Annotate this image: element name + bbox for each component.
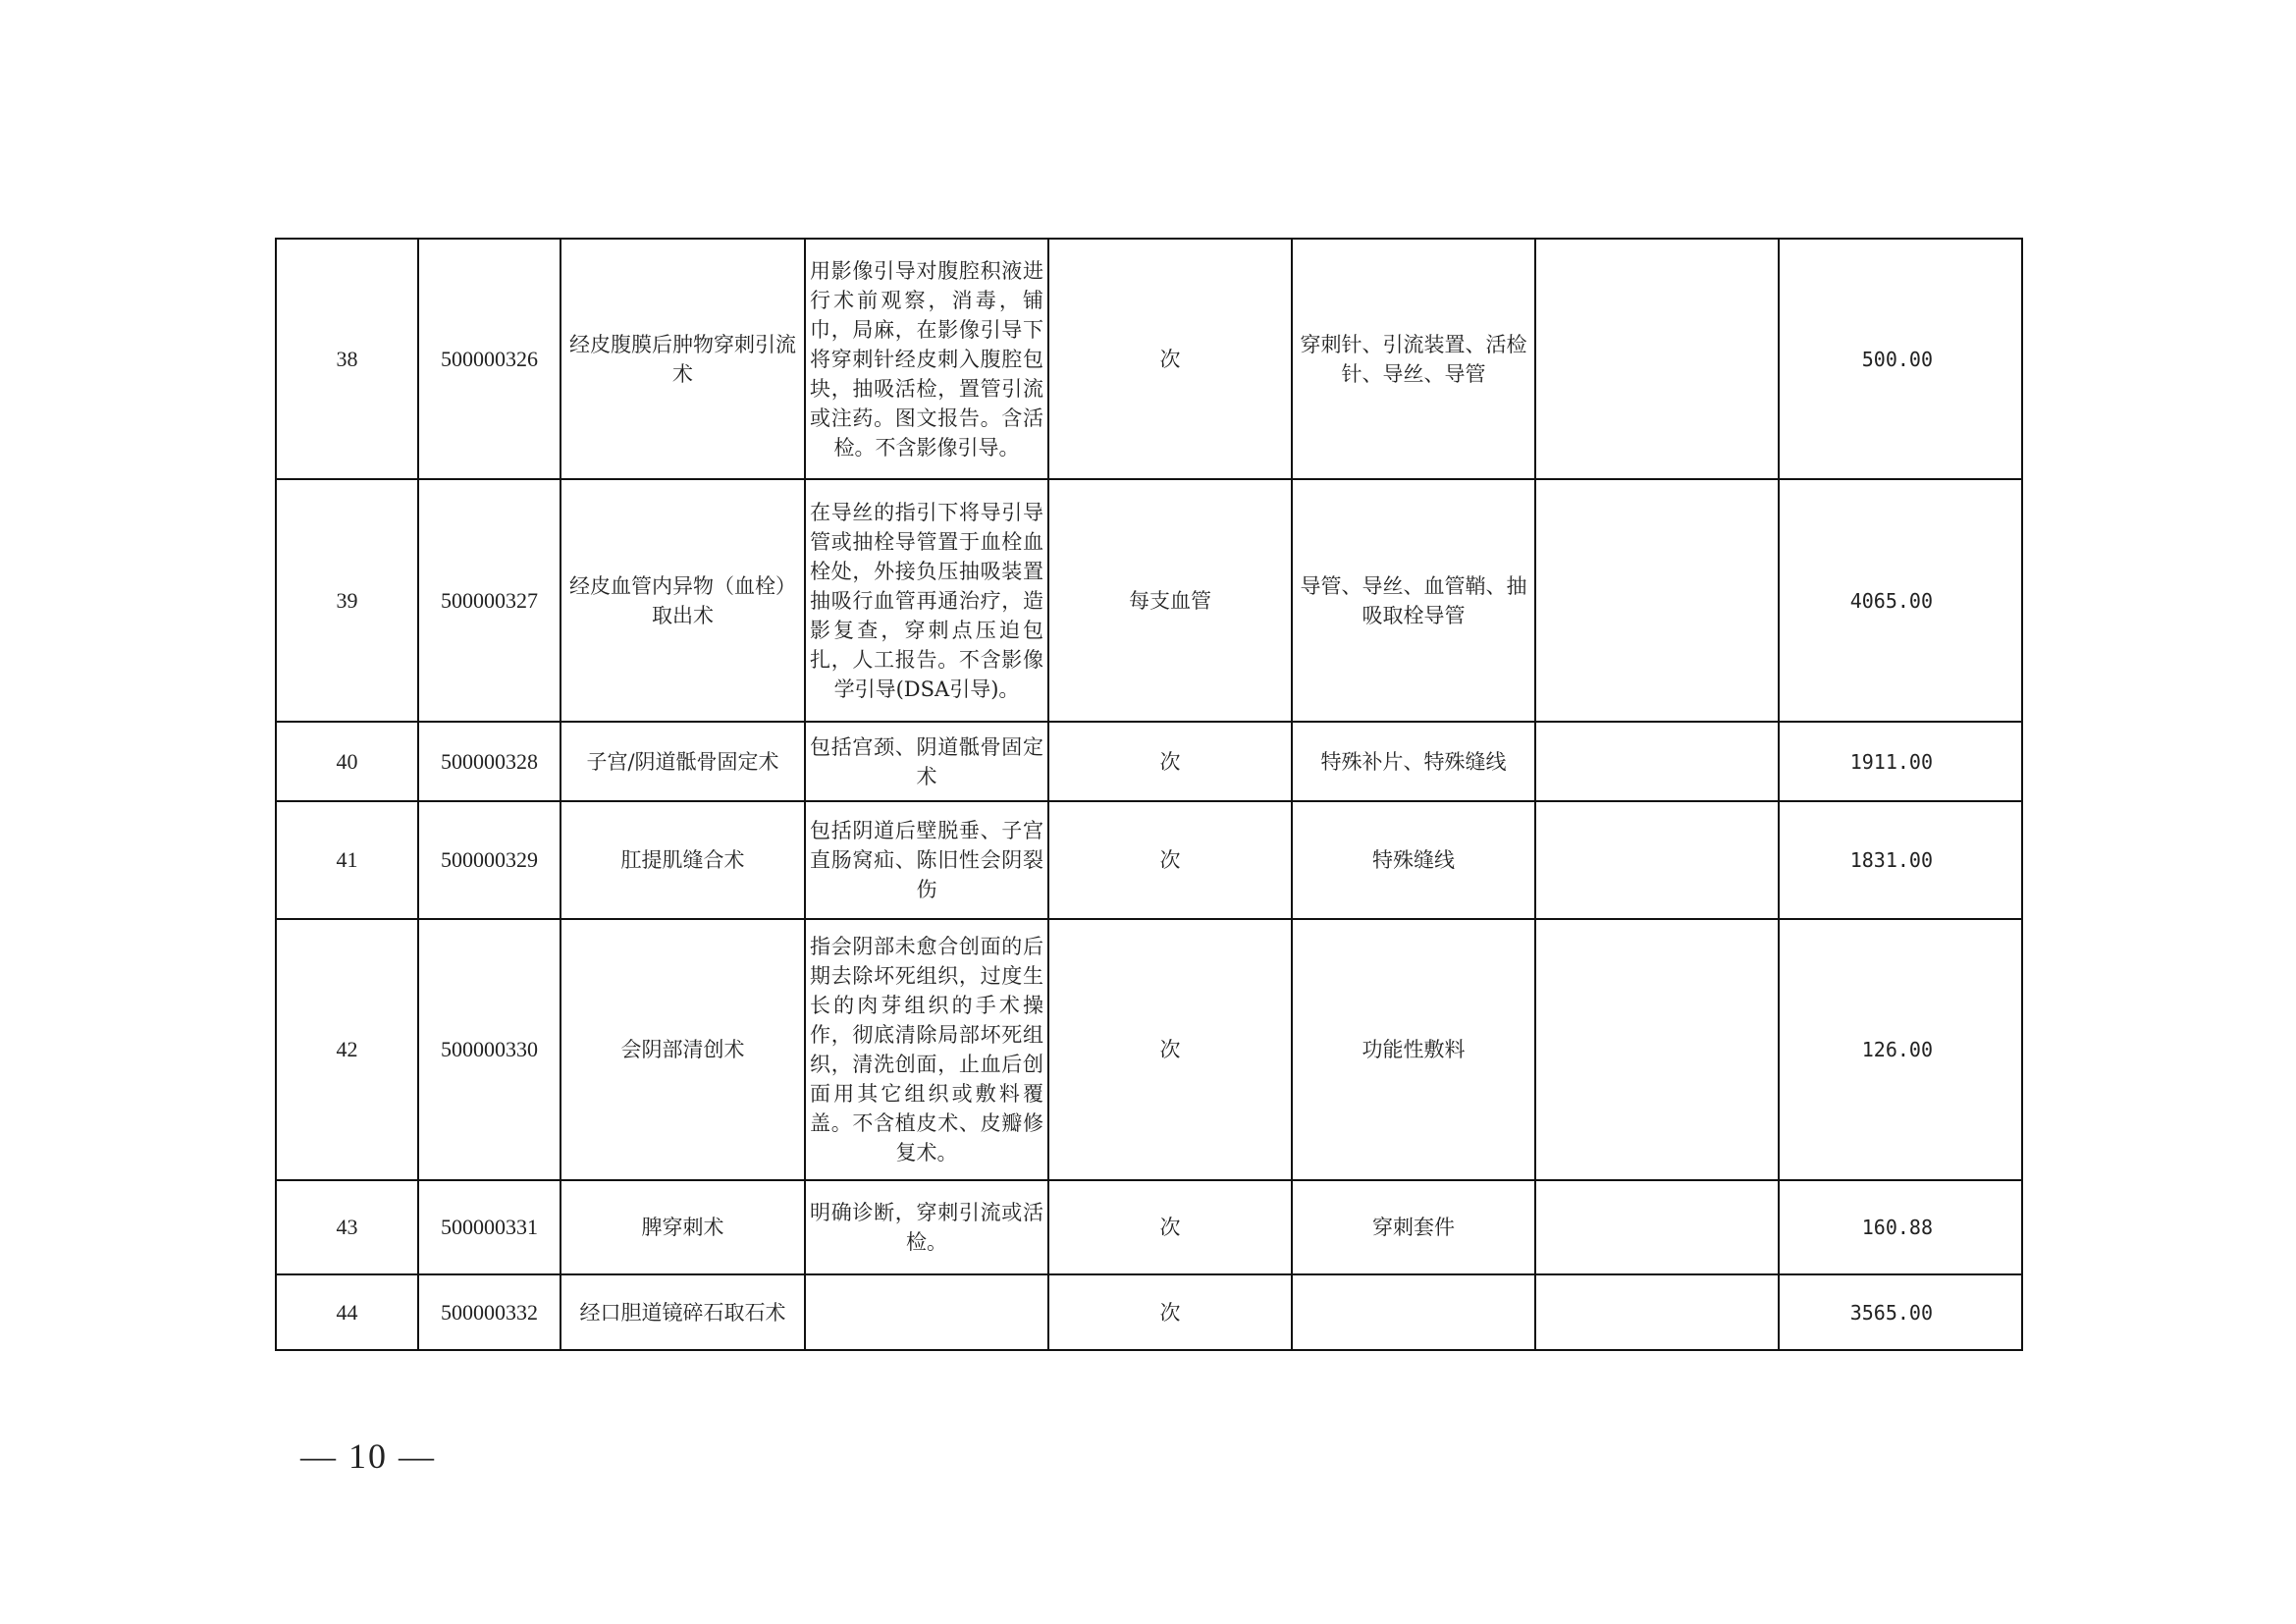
cell-description: 指会阴部未愈合创面的后期去除坏死组织，过度生长的肉芽组织的手术操作，彻底清除局部坏死组织，清洗创面，止血后创面用其它组织或敷料覆盖。不含植皮术、皮瓣修复术。 — [805, 919, 1048, 1180]
table-row — [276, 479, 2022, 722]
cell-price: 160.88 — [1779, 1180, 2022, 1274]
cell-index: 43 — [276, 1180, 418, 1274]
table-row — [276, 239, 2022, 479]
cell-notes — [1535, 239, 1779, 479]
cell-index: 40 — [276, 722, 418, 801]
cell-materials: 穿刺套件 — [1292, 1180, 1535, 1274]
cell-name: 脾穿刺术 — [561, 1180, 805, 1274]
cell-index: 38 — [276, 239, 418, 479]
pricing-table — [275, 238, 2023, 1351]
cell-price: 1831.00 — [1779, 801, 2022, 919]
cell-name: 肛提肌缝合术 — [561, 801, 805, 919]
cell-price: 500.00 — [1779, 239, 2022, 479]
cell-unit: 每支血管 — [1048, 479, 1292, 722]
cell-price: 1911.00 — [1779, 722, 2022, 801]
cell-materials: 特殊补片、特殊缝线 — [1292, 722, 1535, 801]
table-body — [276, 239, 2022, 1350]
cell-unit: 次 — [1048, 239, 1292, 479]
cell-notes — [1535, 801, 1779, 919]
table-row — [276, 919, 2022, 1180]
cell-notes — [1535, 1180, 1779, 1274]
cell-code: 500000331 — [418, 1180, 561, 1274]
cell-unit: 次 — [1048, 1274, 1292, 1350]
cell-unit: 次 — [1048, 722, 1292, 801]
cell-code: 500000329 — [418, 801, 561, 919]
cell-price: 126.00 — [1779, 919, 2022, 1180]
table-row — [276, 801, 2022, 919]
cell-index: 39 — [276, 479, 418, 722]
cell-description — [805, 1274, 1048, 1350]
cell-description: 用影像引导对腹腔积液进行术前观察，消毒，铺巾，局麻，在影像引导下将穿刺针经皮刺入腹腔包块，抽吸活检，置管引流或注药。图文报告。含活检。不含影像引导。 — [805, 239, 1048, 479]
cell-materials — [1292, 1274, 1535, 1350]
table-row — [276, 1274, 2022, 1350]
table-row — [276, 1180, 2022, 1274]
cell-unit: 次 — [1048, 919, 1292, 1180]
cell-notes — [1535, 722, 1779, 801]
cell-materials: 特殊缝线 — [1292, 801, 1535, 919]
cell-index: 44 — [276, 1274, 418, 1350]
cell-name: 会阴部清创术 — [561, 919, 805, 1180]
cell-notes — [1535, 919, 1779, 1180]
cell-index: 42 — [276, 919, 418, 1180]
cell-price: 3565.00 — [1779, 1274, 2022, 1350]
cell-code: 500000328 — [418, 722, 561, 801]
cell-description: 包括宫颈、阴道骶骨固定术 — [805, 722, 1048, 801]
cell-name: 经皮血管内异物（血栓）取出术 — [561, 479, 805, 722]
table-row — [276, 722, 2022, 801]
cell-unit: 次 — [1048, 1180, 1292, 1274]
cell-materials: 穿刺针、引流装置、活检针、导丝、导管 — [1292, 239, 1535, 479]
cell-description: 明确诊断，穿刺引流或活检。 — [805, 1180, 1048, 1274]
cell-code: 500000326 — [418, 239, 561, 479]
cell-name: 经口胆道镜碎石取石术 — [561, 1274, 805, 1350]
cell-materials: 功能性敷料 — [1292, 919, 1535, 1180]
cell-notes — [1535, 479, 1779, 722]
cell-index: 41 — [276, 801, 418, 919]
cell-price: 4065.00 — [1779, 479, 2022, 722]
cell-unit: 次 — [1048, 801, 1292, 919]
cell-name: 经皮腹膜后肿物穿刺引流术 — [561, 239, 805, 479]
cell-description: 在导丝的指引下将导引导管或抽栓导管置于血栓血栓处，外接负压抽吸装置抽吸行血管再通治疗，造影复查，穿刺点压迫包扎，人工报告。不含影像学引导(DSA引导)。 — [805, 479, 1048, 722]
cell-name: 子宫/阴道骶骨固定术 — [561, 722, 805, 801]
cell-notes — [1535, 1274, 1779, 1350]
cell-code: 500000332 — [418, 1274, 561, 1350]
cell-code: 500000330 — [418, 919, 561, 1180]
page-number: — 10 — — [300, 1436, 436, 1476]
cell-materials: 导管、导丝、血管鞘、抽吸取栓导管 — [1292, 479, 1535, 722]
cell-code: 500000327 — [418, 479, 561, 722]
cell-description: 包括阴道后壁脱垂、子宫直肠窝疝、陈旧性会阴裂伤 — [805, 801, 1048, 919]
